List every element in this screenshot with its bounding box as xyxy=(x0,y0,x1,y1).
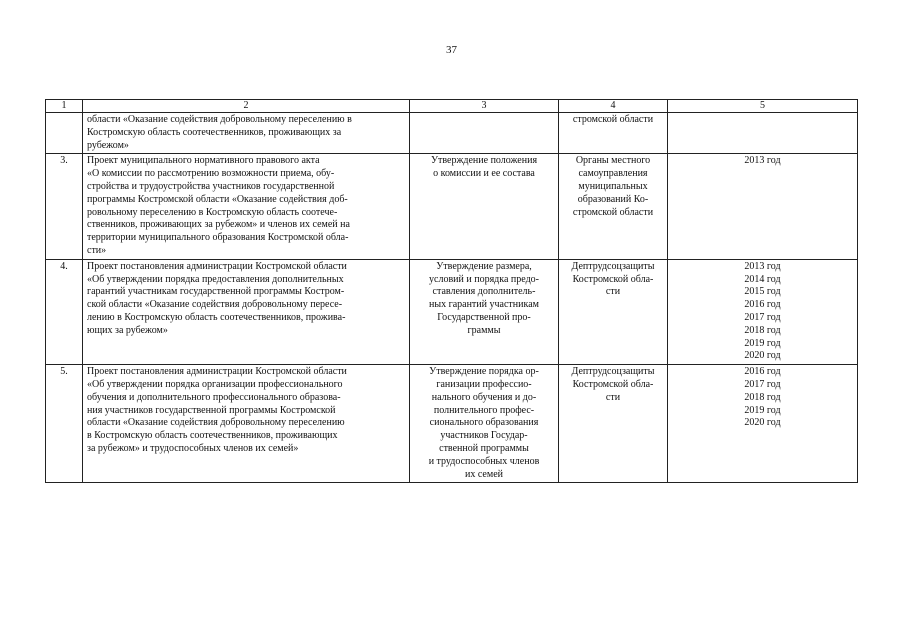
text-line: их семей xyxy=(465,468,503,480)
text-line: ных гарантий участникам xyxy=(429,299,539,311)
text-line: о комиссии и ее состава xyxy=(433,168,535,180)
text-line: Утверждение размера, xyxy=(436,260,532,272)
column-number-1: 1 xyxy=(46,100,83,113)
text-line: ской области «Оказание содействия добровольному пересе- xyxy=(87,299,343,311)
text-line: Утверждение порядка ор- xyxy=(429,366,539,378)
column-number-3: 3 xyxy=(410,100,559,113)
text-line: самоуправления xyxy=(578,168,648,180)
purpose-cell xyxy=(410,154,559,259)
years-cell xyxy=(668,259,858,364)
year-entry: 2014 год xyxy=(744,273,781,285)
year-entry: 2017 год xyxy=(744,378,781,390)
text-line: Дептрудсоцзащиты xyxy=(571,260,655,272)
text-line: Дептрудсоцзащиты xyxy=(571,366,655,378)
text-line: в Костромскую область соотечественников, проживающих xyxy=(87,430,338,442)
project-cell xyxy=(83,113,410,154)
years-cell xyxy=(668,113,858,154)
table-header-row xyxy=(46,100,858,113)
year-entry: 2020 год xyxy=(744,350,781,362)
table-row xyxy=(46,365,858,483)
column-number-2: 2 xyxy=(83,100,410,113)
year-entry: 2019 год xyxy=(744,337,781,349)
project-cell xyxy=(83,365,410,483)
text-line: ровольному переселению в Костромскую область соотече- xyxy=(87,206,338,218)
text-line: Проект постановления администрации Костромской области xyxy=(87,366,347,378)
executor-cell xyxy=(559,113,668,154)
project-cell xyxy=(83,154,410,259)
text-line: программы Костромской области «Оказание содействия доб- xyxy=(87,193,348,205)
text-line: стромской области xyxy=(572,114,654,125)
text-line: ганизации профессио- xyxy=(436,378,532,390)
plan-table xyxy=(45,99,858,483)
executor-cell xyxy=(559,154,668,259)
row-number xyxy=(46,113,83,154)
text-line: сти xyxy=(605,391,621,403)
year-entry: 2013 год xyxy=(744,155,781,167)
year-entry: 2013 год xyxy=(744,260,781,272)
text-line: ставления дополнитель- xyxy=(432,286,536,298)
text-line: Проект муниципального нормативного правового акта xyxy=(87,155,320,167)
text-line: образований Ко- xyxy=(577,193,649,205)
purpose-cell xyxy=(410,365,559,483)
text-line: сти xyxy=(605,286,621,298)
text-line: полнительного профес- xyxy=(433,404,535,416)
text-line: ющих за рубежом» xyxy=(87,324,168,336)
year-entry: 2016 год xyxy=(744,299,781,311)
text-line: лению в Костромскую область соотечественников, прожива- xyxy=(87,311,346,323)
year-entry: 2018 год xyxy=(744,391,781,403)
text-line: стройства и трудоустройства участников государственной xyxy=(87,180,335,192)
table-row xyxy=(46,154,858,259)
text-line: сти» xyxy=(87,244,107,256)
text-line: Утверждение положения xyxy=(430,155,538,167)
purpose-cell xyxy=(410,259,559,364)
text-line: области «Оказание содействия добровольному переселению в xyxy=(87,114,352,125)
text-line: гарантий участникам государственной программы Костром- xyxy=(87,286,345,298)
year-entry: 2020 год xyxy=(744,417,781,429)
year-entry: 2017 год xyxy=(744,311,781,323)
project-cell xyxy=(83,259,410,364)
text-line: за рубежом» и трудоспособных членов их семей» xyxy=(87,442,299,454)
text-line: области «Оказание содействия добровольному переселению xyxy=(87,417,345,429)
text-line: ния участников государственной программы Костромской xyxy=(87,404,336,416)
text-line: обучения и дополнительного профессионального образова- xyxy=(87,391,341,403)
text-line: Проект постановления администрации Костромской области xyxy=(87,260,347,272)
row-number: 5. xyxy=(46,365,83,483)
text-line: граммы xyxy=(467,324,501,336)
page-number: 37 xyxy=(446,44,457,56)
table-row xyxy=(46,113,858,154)
years-cell xyxy=(668,154,858,259)
text-line: территории муниципального образования Костромской обла- xyxy=(87,232,349,244)
row-number: 3. xyxy=(46,154,83,259)
column-number-5: 5 xyxy=(668,100,858,113)
text-line: нального обучения и до- xyxy=(431,391,537,403)
text-line: рубежом» xyxy=(87,139,129,151)
row-number: 4. xyxy=(46,259,83,364)
text-line: Государственной про- xyxy=(437,311,531,323)
table-row xyxy=(46,259,858,364)
text-line: Костромской обла- xyxy=(572,378,654,390)
text-line: муниципальных xyxy=(578,180,648,192)
text-line: ственников, проживающих за рубежом» и членов их семей на xyxy=(87,219,350,231)
text-line: Костромскую область соотечественников, проживающих за xyxy=(87,126,342,138)
purpose-cell xyxy=(410,113,559,154)
text-line: Органы местного xyxy=(575,155,651,167)
text-line: стромской области xyxy=(572,206,654,218)
year-entry: 2015 год xyxy=(744,286,781,298)
text-line: «Об утверждении порядка предоставления дополнительных xyxy=(87,273,344,285)
year-entry: 2018 год xyxy=(744,324,781,336)
text-line: сионального образования xyxy=(429,417,539,429)
text-line: и трудоспособных членов xyxy=(428,455,540,467)
years-cell xyxy=(668,365,858,483)
executor-cell xyxy=(559,365,668,483)
text-line: ственной программы xyxy=(439,442,529,454)
executor-cell xyxy=(559,259,668,364)
text-line: условий и порядка предо- xyxy=(429,273,539,285)
text-line: участников Государ- xyxy=(440,430,528,442)
year-entry: 2019 год xyxy=(744,404,781,416)
text-line: «О комиссии по рассмотрению возможности приема, обу- xyxy=(87,168,335,180)
text-line: «Об утверждении порядка организации профессионального xyxy=(87,378,343,390)
year-entry: 2016 год xyxy=(744,366,781,378)
text-line: Костромской обла- xyxy=(572,273,654,285)
column-number-4: 4 xyxy=(559,100,668,113)
